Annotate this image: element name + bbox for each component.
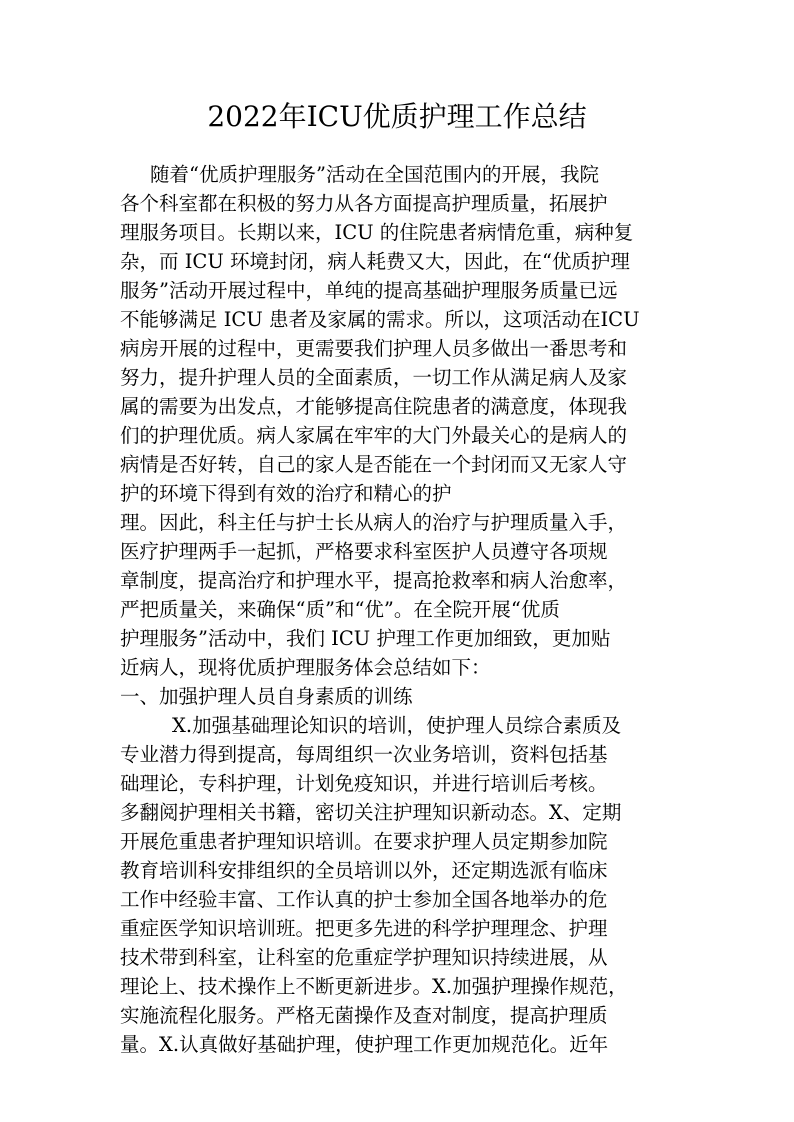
paragraph-line: 护的环境下得到有效的治疗和精心的护	[120, 482, 452, 505]
paragraph-line: 实施流程化服务。严格无菌操作及查对制度，提高护理质	[120, 1004, 608, 1027]
paragraph-line: 不能够满足 ICU 患者及家属的需求。所以，这项活动在ICU	[120, 308, 640, 331]
paragraph-line: 教育培训科安排组织的全员培训以外，还定期选派有临床	[120, 859, 608, 882]
paragraph-line: 量。X.认真做好基础护理，使护理工作更加规范化。近年	[120, 1033, 609, 1056]
document-title: 2022年ICU优质护理工作总结	[207, 100, 587, 133]
paragraph-line: 技术带到科室，让科室的危重症学护理知识持续进展，从	[120, 946, 608, 969]
paragraph-line: 理。因此，科主任与护士长从病人的治疗与护理质量入手，	[120, 511, 628, 534]
paragraph-line: 医疗护理两手一起抓，严格要求科室医护人员遵守各项规	[120, 540, 608, 563]
paragraph-line: 随着“优质护理服务”活动在全国范围内的开展，我院	[150, 163, 599, 186]
paragraph-line: 病情是否好转，自己的家人是否能在一个封闭而又无家人守	[120, 453, 628, 476]
section-heading: 一、加强护理人员自身素质的训练	[120, 685, 413, 708]
paragraph-line: 理论上、技术操作上不断更新进步。X.加强护理操作规范，	[120, 975, 628, 998]
paragraph-line: X.加强基础理论知识的培训，使护理人员综合素质及	[172, 714, 622, 737]
paragraph-line: 章制度，提高治疗和护理水平，提高抢救率和病人治愈率，	[120, 569, 628, 592]
paragraph-line: 理服务项目。长期以来，ICU 的住院患者病情危重，病种复	[120, 221, 634, 244]
paragraph-line: 专业潜力得到提高，每周组织一次业务培训，资料包括基	[120, 743, 608, 766]
paragraph-line: 严把质量关，来确保“质”和“优”。在全院开展“优质	[120, 598, 560, 621]
paragraph-line: 各个科室都在积极的努力从各方面提高护理质量，拓展护	[120, 192, 608, 215]
paragraph-line: 杂，而 ICU 环境封闭，病人耗费又大，因此，在“优质护理	[120, 250, 630, 273]
paragraph-line: 们的护理优质。病人家属在牢牢的大门外最关心的是病人的	[120, 424, 628, 447]
document-body	[120, 160, 700, 1059]
paragraph-line: 服务”活动开展过程中，单纯的提高基础护理服务质量已远	[120, 279, 618, 302]
paragraph-line: 工作中经验丰富、工作认真的护士参加全国各地举办的危	[120, 888, 608, 911]
paragraph-line: 护理服务”活动中，我们 ICU 护理工作更加细致，更加贴	[120, 627, 611, 650]
paragraph-line: 病房开展的过程中，更需要我们护理人员多做出一番思考和	[120, 337, 628, 360]
paragraph-line: 努力，提升护理人员的全面素质，一切工作从满足病人及家	[120, 366, 628, 389]
paragraph-line: 近病人，现将优质护理服务体会总结如下：	[120, 656, 491, 679]
paragraph-line: 多翻阅护理相关书籍，密切关注护理知识新动态。X、定期	[120, 801, 622, 824]
paragraph-line: 础理论，专科护理，计划免疫知识，并进行培训后考核。	[120, 772, 608, 795]
paragraph-line: 开展危重患者护理知识培训。在要求护理人员定期参加院	[120, 830, 608, 853]
paragraph-line: 属的需要为出发点，才能够提高住院患者的满意度，体现我	[120, 395, 628, 418]
paragraph-line: 重症医学知识培训班。把更多先进的科学护理理念、护理	[120, 917, 608, 940]
